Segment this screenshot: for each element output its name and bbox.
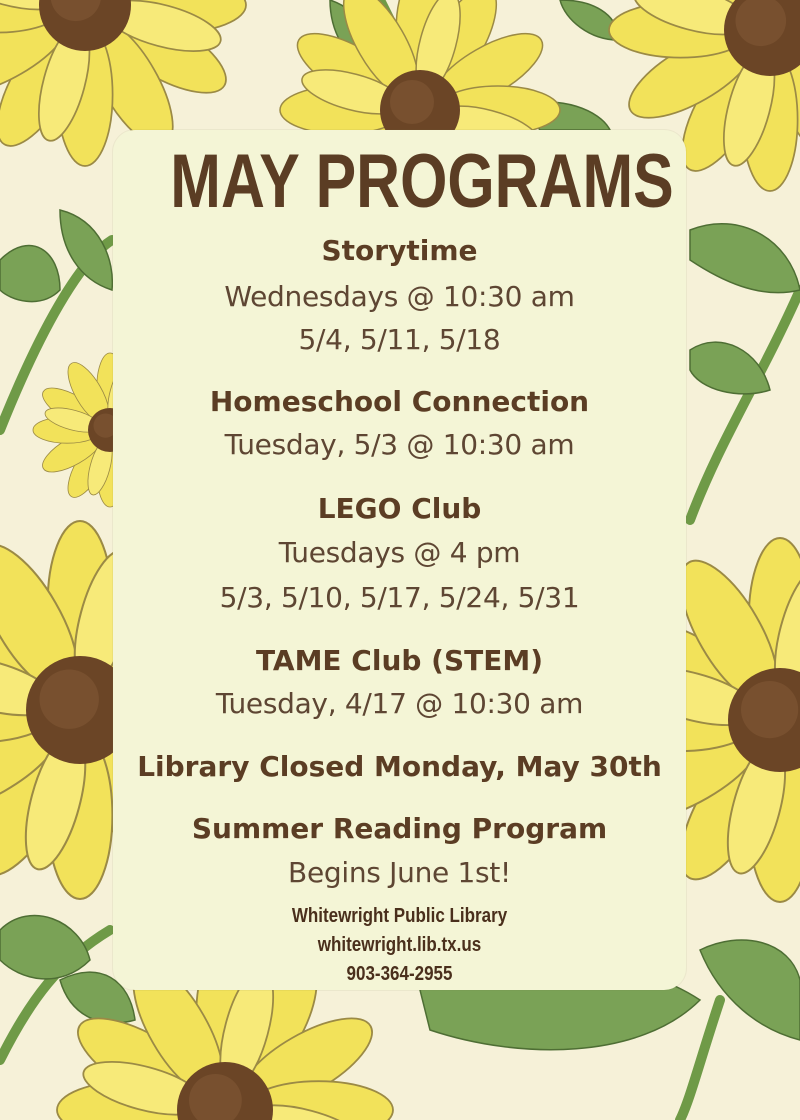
storytime-schedule: Wednesdays @ 10:30 am	[224, 280, 575, 313]
storytime-heading: Storytime	[321, 234, 478, 267]
homeschool-heading: Homeschool Connection	[209, 385, 590, 418]
tame-heading: TAME Club (STEM)	[255, 644, 544, 677]
summer-start: Begins June 1st!	[288, 856, 511, 889]
lego-heading: LEGO Club	[317, 492, 482, 525]
storytime-dates: 5/4, 5/11, 5/18	[298, 323, 501, 356]
lego-dates: 5/3, 5/10, 5/17, 5/24, 5/31	[219, 581, 580, 614]
program-card	[113, 130, 686, 990]
closure-notice: Library Closed Monday, May 30th	[137, 750, 662, 783]
library-phone: 903-364-2955	[346, 963, 453, 985]
page-title: MAY PROGRAMS	[170, 139, 674, 224]
library-name: Whitewright Public Library	[291, 905, 508, 927]
lego-schedule: Tuesdays @ 4 pm	[278, 536, 521, 569]
tame-schedule: Tuesday, 4/17 @ 10:30 am	[215, 687, 584, 720]
summer-heading: Summer Reading Program	[191, 812, 608, 845]
library-website[interactable]: whitewright.lib.tx.us	[317, 934, 482, 956]
homeschool-schedule: Tuesday, 5/3 @ 10:30 am	[224, 428, 575, 461]
